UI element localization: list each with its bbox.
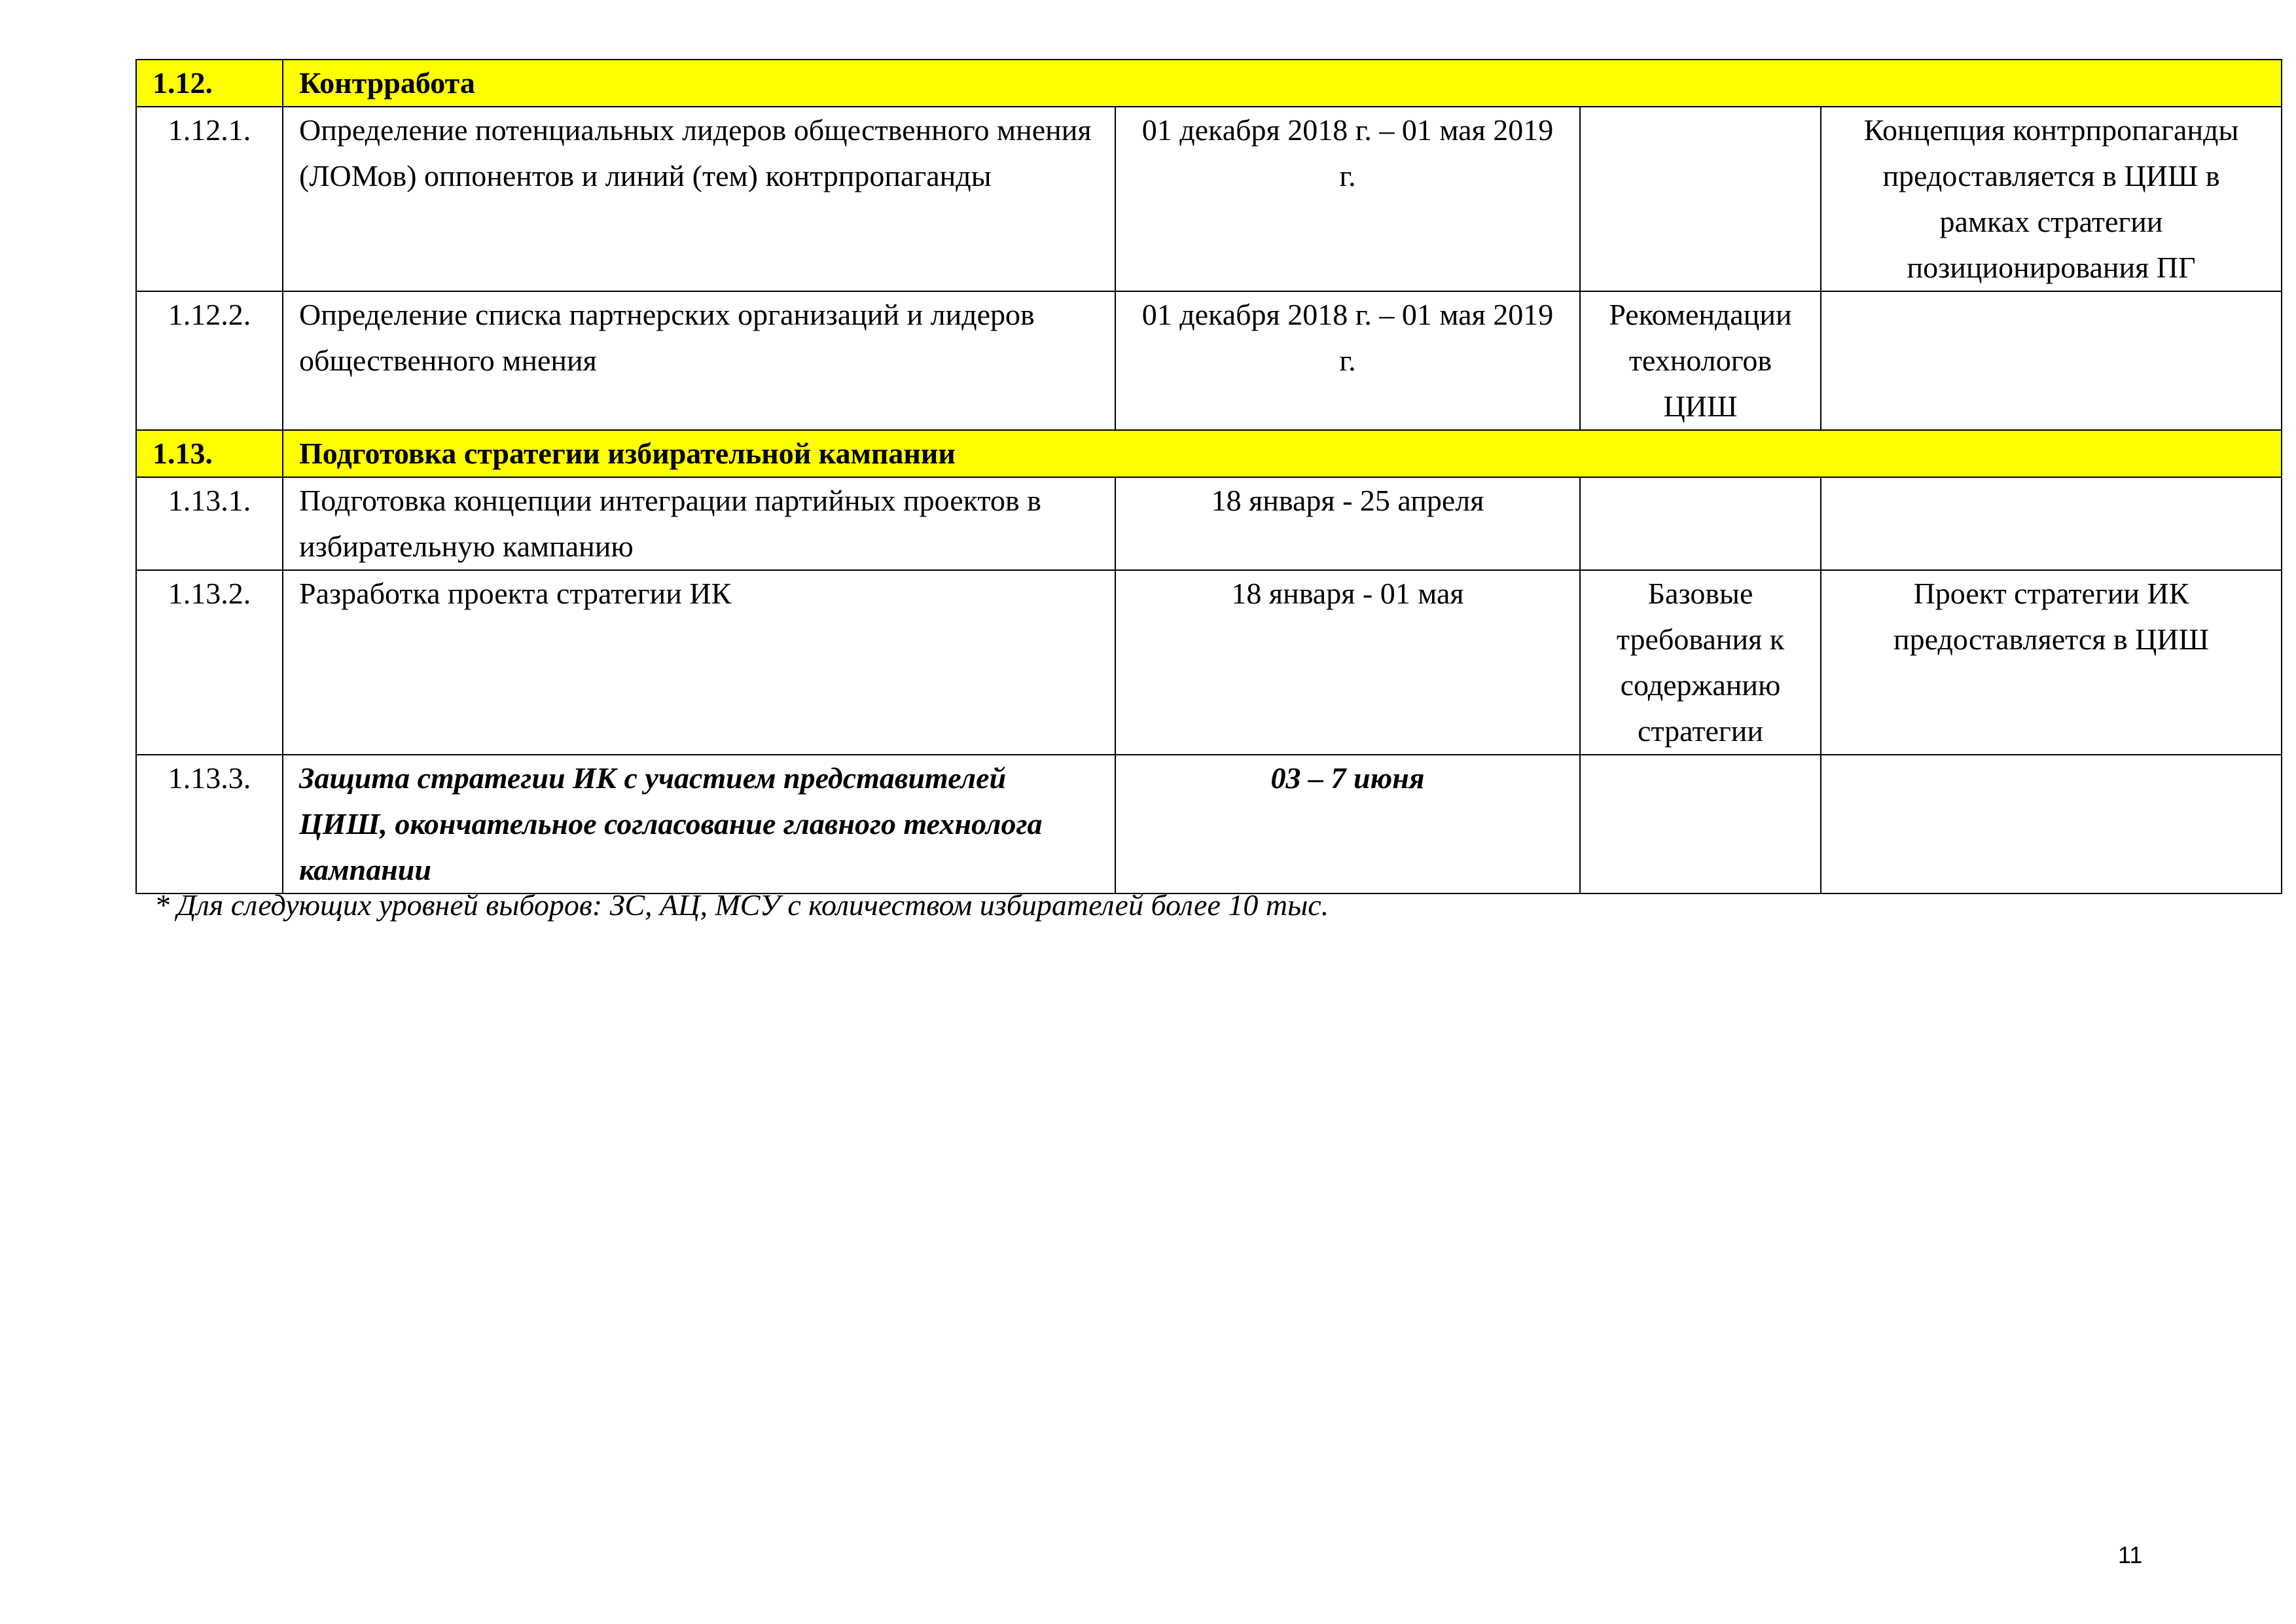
section-title: Контрработа [283,60,2282,107]
table-row [136,107,2282,291]
row-number: 1.12.2. [136,291,283,430]
table-row [136,755,2282,893]
row-task: Защита стратегии ИК с участием представителей ЦИШ, окончательное согласование главного технолога кампании [283,755,1115,893]
table-row [136,477,2282,570]
row-basis: Рекомендации технологов ЦИШ [1580,291,1821,430]
page-number: 11 [2118,1542,2143,1568]
section-row [136,60,2282,107]
section-number: 1.13. [136,430,283,477]
row-period: 18 января - 01 мая [1115,570,1580,755]
row-task: Определение списка партнерских организаций и лидеров общественного мнения [283,291,1115,430]
row-number: 1.13.3. [136,755,283,893]
row-result: Проект стратегии ИК предоставляется в ЦИШ [1821,570,2282,755]
row-basis [1580,107,1821,291]
section-number: 1.12. [136,60,283,107]
row-result [1821,291,2282,430]
row-period: 18 января - 25 апреля [1115,477,1580,570]
plan-table [135,59,2282,894]
row-number: 1.12.1. [136,107,283,291]
row-basis [1580,755,1821,893]
row-basis [1580,477,1821,570]
row-period: 01 декабря 2018 г. – 01 мая 2019 г. [1115,107,1580,291]
section-title: Подготовка стратегии избирательной кампании [283,430,2282,477]
row-result [1821,755,2282,893]
row-period: 03 – 7 июня [1115,755,1580,893]
row-result: Концепция контрпропаганды предоставляется в ЦИШ в рамках стратегии позиционирования ПГ [1821,107,2282,291]
row-basis: Базовые требования к содержанию стратегии [1580,570,1821,755]
row-task: Разработка проекта стратегии ИК [283,570,1115,755]
section-row [136,430,2282,477]
row-number: 1.13.1. [136,477,283,570]
row-task: Подготовка концепции интеграции партийных проектов в избирательную кампанию [283,477,1115,570]
row-period: 01 декабря 2018 г. – 01 мая 2019 г. [1115,291,1580,430]
footnote: * Для следующих уровней выборов: ЗС, АЦ, МСУ с количеством избирателей более 10 тыс. [154,888,1329,922]
table-row [136,291,2282,430]
row-task: Определение потенциальных лидеров общественного мнения (ЛОМов) оппонентов и линий (тем) контрпропаганды [283,107,1115,291]
row-number: 1.13.2. [136,570,283,755]
row-result [1821,477,2282,570]
table-row [136,570,2282,755]
